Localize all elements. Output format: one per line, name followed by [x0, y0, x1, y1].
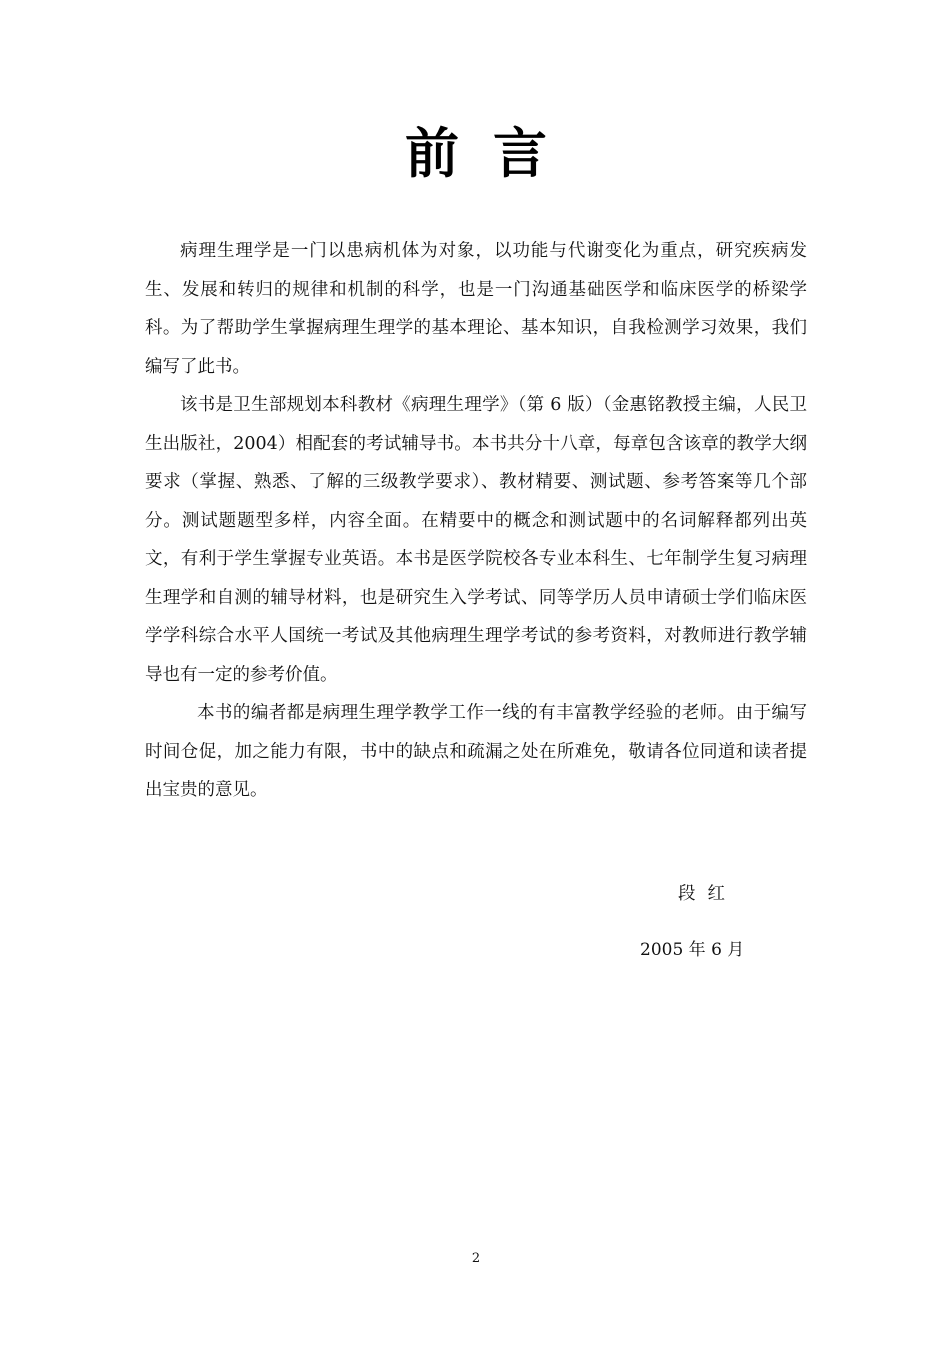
paragraph-1: 病理生理学是一门以患病机体为对象，以功能与代谢变化为重点，研究疾病发生、发展和转归的规律和机制的科学，也是一门沟通基础医学和临床医学的桥梁学科。为了帮助学生掌握病理生理学的基本理论、基本知识，自我检测学习效果，我们编写了此书。 [145, 241, 807, 377]
paragraph-3: 本书的编者都是病理生理学教学工作一线的有丰富教学经验的老师。由于编写时间仓促，加之能力有限，书中的缺点和疏漏之处在所难免，敬请各位同道和读者提出宝贵的意见。 [145, 703, 807, 800]
author-signature: 段红 [678, 884, 737, 904]
preface-body [145, 232, 807, 810]
page-number: 2 [471, 1251, 481, 1266]
paragraph-2: 该书是卫生部规划本科教材《病理生理学》（第 6 版）（金惠铭教授主编，人民卫生出版社，2004）相配套的考试辅导书。本书共分十八章，每章包含该章的教学大纲要求（掌握、熟悉、了解的三级教学要求）、教材精要、测试题、参考答案等几个部分。测试题题型多样，内容全面。在精要中的概念和测试题中的名词解释都列出英文，有利于学生掌握专业英语。本书是医学院校各专业本科生、七年制学生复习病理生理学和自测的辅导材料，也是研究生入学考试、同等学历人员申请硕士学们临床医学学科综合水平人国统一考试及其他病理生理学考试的参考资料，对教师进行教学辅导也有一定的参考价值。 [145, 395, 807, 685]
date-line: 2005 年 6 月 [640, 940, 745, 960]
page-title: 前言 [405, 122, 581, 185]
